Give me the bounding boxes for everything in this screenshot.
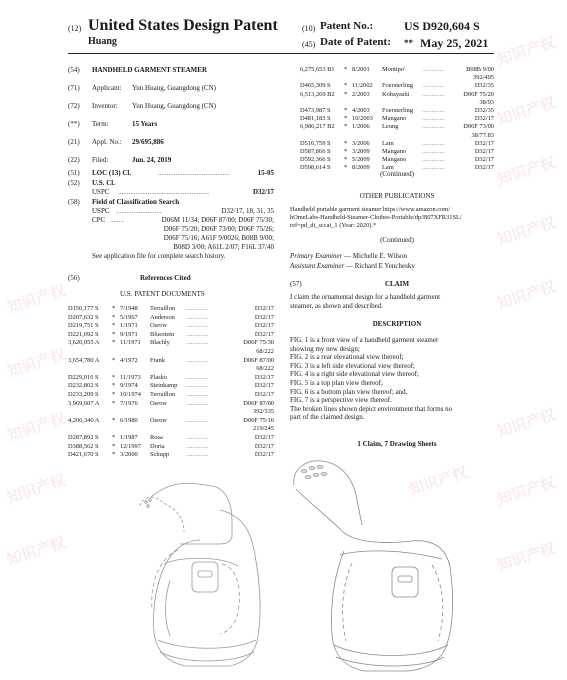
front-view-drawing: [120, 440, 290, 675]
description-line: FIG. 5 is a top plan view thereof;: [290, 378, 383, 387]
appl-no-label: Appl. No.:: [92, 138, 122, 146]
ref-class-secondary: 38/93: [479, 98, 494, 106]
header-divider: [68, 53, 494, 54]
ref-class: D32/17: [254, 451, 274, 459]
description-line: FIG. 3 is a left side elevational view thereof;: [290, 361, 415, 370]
ref-class: D32/35: [474, 82, 494, 90]
ref-date: 4/1972: [120, 356, 138, 364]
ref-name: Osrow: [150, 322, 168, 330]
ref-date: 8/2001: [352, 66, 370, 73]
ref-name: Lam: [382, 139, 394, 147]
ref-date: 11/1973: [120, 373, 141, 381]
ref-date: 10/1974: [120, 391, 141, 398]
ref-class: D32/17: [254, 373, 274, 381]
inventor-label: Inventor:: [92, 102, 118, 110]
ref-date: 11/1971: [120, 339, 141, 347]
ref-name: Montipo': [382, 66, 406, 73]
ref-star: *: [112, 399, 116, 407]
field-uspc-row: USPC .......................... D32/17, 18, 31, 35: [92, 207, 274, 215]
ref-name: Plasko: [150, 373, 168, 381]
biblio-code: (56): [68, 274, 80, 282]
watermark-text: 知识产权: [495, 214, 558, 249]
loc-value: 15-05: [257, 169, 274, 177]
ref-number: D388,562 S: [68, 442, 99, 450]
ref-name: Rosa: [150, 434, 163, 441]
patent-no-label: Patent No.:: [320, 20, 374, 32]
cpc-row: CPC ........ D06M 11/34; D06F 87/00; D06F 75/30;: [92, 216, 274, 224]
ref-name: Osrow: [150, 399, 168, 407]
ref-number: D287,892 S: [68, 434, 99, 441]
ref-class-secondary: 392/405: [473, 74, 494, 82]
ref-date: 2/2003: [352, 90, 370, 98]
ref-class: D32/17: [254, 442, 274, 450]
ref-number: D221,092 S: [68, 330, 99, 338]
ref-class: D32/17: [474, 156, 494, 164]
loc-label: LOC (13) Cl.: [92, 169, 132, 177]
references-right-list: 6,275,653 B1 * 8/2001 Montipo' B08B 9/00 .............. 392/405 D465,309 S * 11/2002 Foersterling D32/35 .............. 6,513,269 B2 * 2/2003 Kobayashi D06F 75/20 .............. 38/93 D473,987 S * 4/2003 Foersterling D32/35 .............. D481,183 S * 10/2003 Mangano D32/17 .............. 6,986,217 B2 * 1/2006 Leung D06F 73/00 .............. 38/77.83 D516,759 S * 3/2006 Lam D32/17 .............. D587,866 S * 3/2009 Mangano D32/17 .............. D592,366 S * 5/2009 Mangano D32/17 .............. D598,614 S * 8/2009 Lam D32/17 ..............: [300, 66, 494, 172]
biblio-code: (57): [290, 280, 302, 288]
ref-date: 4/2003: [352, 107, 370, 114]
claim-title: CLAIM: [384, 280, 410, 288]
ref-date: 5/2009: [352, 156, 370, 164]
filed-value: Jun. 24, 2019: [132, 156, 172, 164]
uscl-row: [68, 179, 274, 188]
watermark-text: 知识产权: [495, 474, 558, 509]
ref-class: D32/17: [254, 434, 274, 441]
other-publications-title: OTHER PUBLICATIONS: [359, 192, 435, 200]
invention-title: HANDHELD GARMENT STEAMER: [92, 66, 207, 74]
ref-class: D06F 87/00: [243, 399, 274, 407]
ref-name: Leung: [382, 123, 399, 131]
ref-star: *: [112, 305, 116, 312]
ref-star: *: [344, 115, 348, 123]
primary-examiner-name: Michelle E. Wilson: [352, 252, 408, 260]
watermark-text: 知识产权: [495, 154, 558, 189]
ref-number: D219,751 S: [68, 322, 99, 330]
references-continued: (Continued): [380, 170, 414, 178]
description-text: [290, 336, 500, 422]
biblio-code: (54): [68, 66, 80, 74]
ref-date: 8/2009: [352, 164, 370, 172]
watermark-text: 知识产权: [5, 472, 68, 507]
ref-star: *: [112, 339, 116, 347]
ref-number: D587,866 S: [300, 148, 331, 155]
ref-star: *: [112, 330, 116, 338]
ref-name: Schupp: [150, 451, 170, 459]
ref-star: *: [344, 164, 348, 172]
ref-number: D592,366 S: [300, 156, 331, 164]
watermark-text: 知识产权: [5, 534, 68, 569]
ref-class: D32/17: [474, 115, 494, 123]
ref-number: D516,759 S: [300, 139, 331, 147]
ref-name: Osrow: [150, 416, 168, 424]
ref-name: Terraillon: [150, 391, 176, 398]
ref-star: *: [344, 139, 348, 147]
watermark-text: 知识产权: [495, 34, 558, 69]
biblio-block: [68, 66, 274, 261]
ref-class: D32/17: [254, 305, 274, 312]
ref-date: 3/2000: [120, 451, 138, 459]
perspective-view-drawing: [282, 455, 492, 677]
publication-line: ref=pd_di_sccai_1 (Year: 2020).*: [290, 222, 377, 229]
biblio-code: (72): [68, 102, 80, 110]
ref-date: 7/1948: [120, 305, 138, 312]
field-uspc-value: D32/17, 18, 31, 35: [221, 207, 274, 215]
description-line: showing my new design;: [290, 344, 360, 353]
ref-class: D32/17: [474, 139, 494, 147]
ref-star: *: [112, 451, 116, 459]
ref-number: 3,969,607 A: [68, 399, 100, 407]
ref-class: D32/17: [254, 313, 274, 321]
biblio-code: (52): [68, 179, 80, 187]
ref-class-secondary: 392/335: [253, 408, 274, 416]
ref-date: 9/1971: [120, 330, 138, 338]
ref-name: Mangano: [382, 156, 407, 164]
ref-number: D207,632 S: [68, 313, 99, 321]
ref-date: 5/1967: [120, 313, 138, 321]
code-10: (10): [302, 24, 316, 33]
ref-date: 6/1980: [120, 416, 138, 424]
ref-name: Bluestein: [150, 330, 175, 338]
inventor-value: Yun Huang, Guangdong (CN): [132, 102, 216, 110]
ref-star: *: [344, 90, 348, 98]
ref-number: 4,206,340 A: [68, 416, 100, 424]
ref-name: Mangano: [382, 148, 407, 155]
filed-row: [68, 156, 274, 169]
code-12: (12): [68, 24, 82, 33]
ref-star: *: [112, 356, 116, 364]
ref-star: *: [344, 82, 348, 90]
code-45: (45): [302, 40, 316, 49]
ref-date: 1/1987: [120, 434, 138, 441]
primary-examiner: Primary Examiner — Michelle E. Wilson: [290, 252, 408, 260]
ref-name: Mangano: [382, 115, 407, 123]
ref-star: *: [344, 148, 348, 155]
applicant-row: [68, 84, 274, 102]
description-line: The broken lines shown depict environment that forms no: [290, 404, 453, 413]
uscl-label: U.S. Cl.: [92, 179, 115, 187]
uspc-value: D32/17: [253, 188, 274, 196]
watermark-text: 知识产权: [5, 346, 68, 381]
patent-date: May 25, 2021: [420, 36, 489, 50]
publication-line: hOmeLabs-Handheld-Steamer-Clothes-Portable/dp/B07XFR31SL/: [290, 214, 462, 221]
patent-number: US D920,604 S: [404, 19, 480, 33]
ref-class-secondary: 219/245: [253, 425, 274, 433]
cpc-label: CPC: [92, 216, 106, 224]
ref-class: D32/17: [474, 148, 494, 155]
ref-number: D598,614 S: [300, 164, 331, 172]
ref-class: D32/17: [254, 391, 274, 398]
ref-class-secondary: 38/77.83: [471, 131, 494, 139]
ref-date: 10/2003: [352, 115, 373, 123]
biblio-code: (22): [68, 156, 80, 164]
ref-star: *: [112, 322, 116, 330]
ref-date: 1/2006: [352, 123, 370, 131]
description-line: FIG. 4 is a right side elevational view thereof;: [290, 370, 419, 379]
cpc-line: D06F 75/16; A61F 9/0026; B08B 9/00;: [163, 234, 274, 242]
description-line: FIG. 2 is a rear elevational view thereof;: [290, 353, 404, 362]
ref-number: 3,620,055 A: [68, 339, 100, 347]
ref-name: Anderson: [150, 313, 175, 321]
ref-name: Frank: [150, 356, 165, 364]
ref-class: D06F 75/20: [463, 90, 494, 98]
uspc-label: USPC: [92, 188, 110, 196]
description-line: FIG. 6 is a bottom plan view thereof; and,: [290, 387, 408, 396]
document-title: United States Design Patent: [88, 17, 278, 34]
ref-name: Terraillon: [150, 305, 176, 312]
watermark-text: 知识产权: [407, 464, 470, 499]
biblio-code: (**): [68, 120, 80, 128]
drawing-sheets-count: 1 Claim, 7 Drawing Sheets: [357, 440, 437, 448]
ref-star: *: [344, 107, 348, 114]
inventor-short: Huang: [88, 36, 117, 47]
watermark-text: 知识产权: [495, 94, 558, 129]
ref-name: Kobayashi: [382, 90, 410, 98]
ref-number: D473,987 S: [300, 107, 331, 114]
ref-star: *: [344, 156, 348, 164]
ref-class: D06F 73/00: [463, 123, 494, 131]
ref-star: *: [344, 123, 348, 131]
inventor-row: [68, 102, 274, 120]
field-search-row: [68, 198, 274, 207]
ref-class: D06F 75/30: [243, 339, 274, 347]
cpc-line: B08D 3/00; A61L 2/07; F16L 37/40: [173, 243, 274, 251]
date-mark: **: [404, 38, 413, 48]
ref-date: 12/1997: [120, 442, 141, 450]
ref-name: Lam: [382, 164, 394, 172]
ref-star: *: [112, 416, 116, 424]
ref-date: 1/1971: [120, 322, 138, 330]
ref-name: Foersterling: [382, 82, 413, 90]
cpc-line: D06M 11/34; D06F 87/00; D06F 75/30;: [161, 216, 274, 224]
ref-number: 6,513,269 B2: [300, 90, 335, 98]
biblio-code: (58): [68, 198, 80, 206]
ref-number: D465,309 S: [300, 82, 331, 90]
ref-class: D32/17: [254, 330, 274, 338]
claim-line: I claim the ornamental design for a handheld garment: [290, 293, 441, 301]
cpc-line: D06F 75/20; D06F 73/00; D06F 75/26;: [163, 225, 274, 233]
biblio-code: (51): [68, 169, 80, 177]
biblio-code: (71): [68, 84, 80, 92]
ref-number: D150,177 S: [68, 305, 99, 312]
watermark-text: 知识产权: [5, 410, 68, 445]
primary-examiner-label: Primary Examiner: [290, 252, 343, 260]
ref-class-secondary: 68/222: [256, 348, 274, 355]
ref-number: D229,016 S: [68, 373, 99, 381]
ref-number: D232,802 S: [68, 382, 99, 390]
ref-number: 3,654,780 A: [68, 356, 100, 364]
term-row: [68, 120, 274, 138]
ref-star: *: [112, 313, 116, 321]
biblio-code: (21): [68, 138, 80, 146]
references-left-list: D150,177 S * 7/1948 Terraillon D32/17 .............. D207,632 S * 5/1967 Anderson D32/17 .............. D219,751 S * 1/1971 Osrow D32/17 .............. D221,092 S * 9/1971 Bluestein D32/17 .............. 3,620,055 A * 11/1971 Blachly D06F 75/30 .............. 68/222 3,654,780 A * 4/1972 Frank D06F 87/00 .............. 68/222 D229,016 S * 11/1973 Plasko D32/17 .............. D232,802 S * 9/1974 Steinkamp D32/17 .............. D233,209 S * 10/1974 Terraillon D32/17 .............. 3,969,607 A * 7/1976 Osrow D06F 87/00 .............. 392/335 4,206,340 A * 6/1980 Osrow D06F 75/16 .............. 219/245 D287,892 S * 1/1987 Rosa D32/17 .............. D388,562 S * 12/1997 Doria D32/17 .............. D421,670 S * 3/2000 Schupp D32/17 ..............: [68, 305, 274, 459]
ref-name: Foersterling: [382, 107, 413, 114]
applicant-value: Yun Huang, Guangdong (CN): [132, 84, 216, 92]
publications-continued: (Continued): [380, 236, 414, 244]
assistant-examiner-label: Assistant Examiner: [290, 262, 345, 270]
term-label: Term:: [92, 120, 109, 128]
other-publications-text: [290, 206, 500, 230]
description-title: DESCRIPTION: [372, 320, 422, 328]
ref-star: *: [112, 373, 116, 381]
ref-star: *: [112, 442, 116, 450]
ref-star: *: [112, 434, 116, 441]
field-search-label: Field of Classification Search: [92, 198, 180, 206]
ref-name: Steinkamp: [150, 382, 178, 390]
ref-class: B08B 9/00: [466, 66, 494, 73]
ref-name: Doria: [150, 442, 165, 450]
term-value: 15 Years: [132, 120, 158, 128]
date-label: Date of Patent:: [320, 36, 391, 48]
uspc-row: USPC .................................................... D32/17: [92, 188, 274, 196]
ref-star: *: [112, 391, 116, 398]
ref-name: Blachly: [150, 339, 170, 347]
ref-date: 7/1976: [120, 399, 138, 407]
appl-no-row: [68, 138, 274, 156]
applicant-label: Applicant:: [92, 84, 122, 92]
ref-date: 9/1974: [120, 382, 138, 390]
ref-date: 3/2009: [352, 148, 370, 155]
watermark-text: 知识产权: [495, 406, 558, 441]
description-line: FIG. 1 is a front view of a handheld garment steamer: [290, 336, 439, 344]
claim-text: [290, 293, 500, 310]
us-patent-docs-title: U.S. PATENT DOCUMENTS: [120, 290, 205, 298]
ref-class: D32/35: [474, 107, 494, 114]
loc-row: (51) LOC (13) Cl. ......................................... 15-05: [68, 169, 274, 177]
filed-label: Filed:: [92, 156, 109, 164]
ref-star: *: [112, 382, 116, 390]
watermark-text: 知识产权: [495, 278, 558, 313]
ref-number: D421,670 S: [68, 451, 99, 459]
ref-star: *: [344, 66, 348, 73]
publication-line: Handheld portable garment steamer https://www.amazon.com/: [290, 206, 451, 213]
claim-line: steamer, as shown and described.: [290, 301, 384, 310]
ref-class: D06F 87/00: [243, 356, 274, 364]
ref-number: 6,275,653 B1: [300, 66, 335, 73]
ref-class: D32/17: [254, 382, 274, 390]
ref-number: D233,209 S: [68, 391, 99, 398]
description-line: part of the claimed design.: [290, 413, 365, 422]
ref-class-secondary: 68/222: [256, 365, 274, 373]
ref-class: D06F 75/16: [243, 416, 274, 424]
appl-no-value: 29/695,886: [132, 138, 164, 146]
biblio-title-row: [68, 66, 274, 84]
description-line: FIG. 7 is a perspective view thereof.: [290, 396, 392, 405]
ref-date: 3/2006: [352, 139, 370, 147]
ref-date: 11/2002: [352, 82, 373, 90]
references-title: References Cited: [140, 274, 191, 282]
ref-class: D32/17: [254, 322, 274, 330]
ref-number: 6,986,217 B2: [300, 123, 335, 131]
watermark-text: 知识产权: [5, 282, 68, 317]
assistant-examiner: Assistant Examiner — Richard E Yenchesky: [290, 262, 415, 270]
ref-number: D481,183 S: [300, 115, 331, 123]
ref-class: D32/17: [474, 164, 494, 172]
field-uspc-label: USPC: [92, 207, 110, 215]
watermark-text: 知识产权: [495, 540, 558, 575]
search-history-note: See application file for complete search history.: [92, 252, 226, 260]
assistant-examiner-name: Richard E Yenchesky: [354, 262, 415, 270]
